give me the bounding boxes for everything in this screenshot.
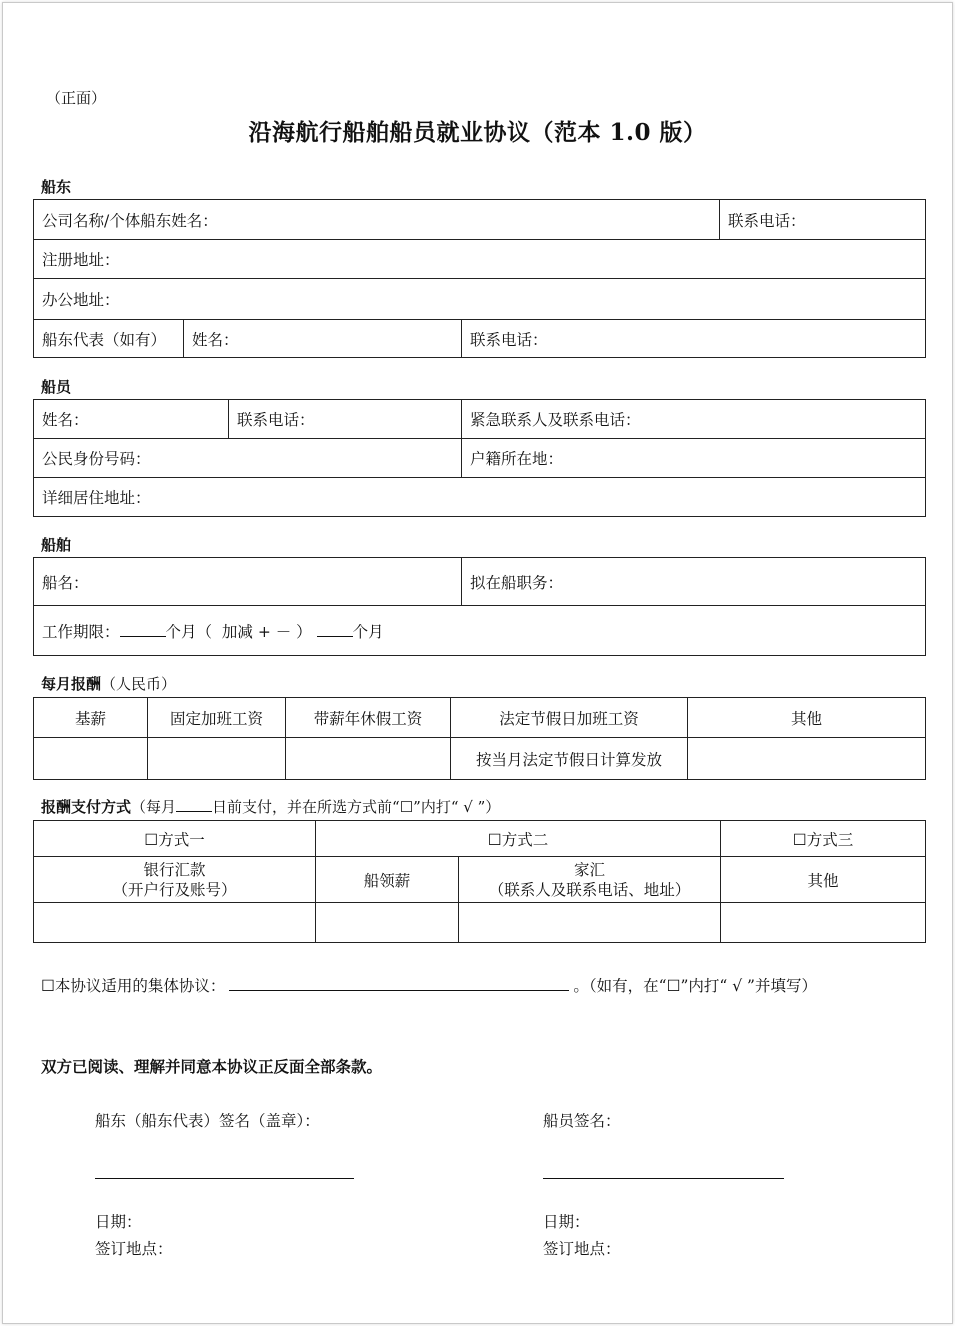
other-method-cell[interactable] xyxy=(721,903,926,943)
bank-transfer-line1: 银行汇款 xyxy=(143,860,206,879)
bank-transfer-cell[interactable] xyxy=(34,903,316,943)
pay-other-cell[interactable] xyxy=(688,738,926,780)
document-title: 沿海航行船舶船员就业协议（范本 1.0 版） xyxy=(248,119,707,146)
seafarer-signature-label: 船员签名： xyxy=(543,1112,621,1130)
rep-name-field[interactable]: 姓名： xyxy=(184,320,462,358)
pay-holiday-note: 按当月法定节假日计算发放 xyxy=(451,738,688,780)
seafarer-date-label: 日期： xyxy=(543,1213,590,1231)
other-method-header: 其他 xyxy=(721,857,926,903)
payment-note-b: 日前支付，并在所选方式前“☐”内打“ √ ”） xyxy=(212,798,501,816)
owner-date-label: 日期： xyxy=(95,1213,142,1231)
term-months-blank[interactable] xyxy=(120,621,166,637)
section-title-shipowner: 船东 xyxy=(41,178,72,196)
vessel-table xyxy=(33,557,926,656)
work-term-label: 工作期限： xyxy=(42,622,120,641)
pay-header-annual-leave: 带薪年休假工资 xyxy=(286,698,451,738)
owner-place-label: 签订地点： xyxy=(95,1240,173,1258)
seafarer-place-label: 签订地点： xyxy=(543,1240,621,1258)
rep-phone-field[interactable]: 联系电话： xyxy=(462,320,926,358)
term-unit-1: 个月（ xyxy=(165,622,213,641)
ship-name-field[interactable]: 船名： xyxy=(34,558,462,606)
pay-base-cell[interactable] xyxy=(34,738,148,780)
collective-agreement-note: 。（如有，在“☐”内打“ √ ”并填写） xyxy=(573,977,817,995)
pay-title: 每月报酬 xyxy=(41,675,102,693)
side-label: （正面） xyxy=(46,89,107,107)
section-title-seafarer: 船员 xyxy=(41,378,72,396)
home-remittance-cell[interactable] xyxy=(459,903,721,943)
collective-agreement-blank[interactable] xyxy=(229,975,569,991)
pay-header-fixed-overtime: 固定加班工资 xyxy=(148,698,286,738)
term-adjust-label: 加减 + － ） xyxy=(221,622,312,641)
method-three-checkbox[interactable]: ☐方式三 xyxy=(721,821,926,857)
seafarer-table xyxy=(33,399,926,517)
shipowner-phone-field[interactable]: 联系电话： xyxy=(720,200,926,240)
owner-signature-line[interactable] xyxy=(95,1178,354,1179)
seafarer-name-field[interactable]: 姓名： xyxy=(34,400,229,439)
section-title-payment xyxy=(41,796,500,817)
pay-annual-leave-cell[interactable] xyxy=(286,738,451,780)
pay-fixed-overtime-cell[interactable] xyxy=(148,738,286,780)
bank-transfer-line2: （开户行及账号） xyxy=(112,880,237,899)
shipowner-table xyxy=(33,199,926,358)
payment-note-a: （每月 xyxy=(131,798,177,816)
payment-table xyxy=(33,820,926,943)
pay-header-holiday-overtime: 法定节假日加班工资 xyxy=(451,698,688,738)
emergency-contact-field[interactable]: 紧急联系人及联系电话： xyxy=(462,400,926,439)
pay-header-other: 其他 xyxy=(688,698,926,738)
section-title-vessel: 船舶 xyxy=(41,536,72,554)
section-title-pay xyxy=(41,673,176,694)
payment-day-blank[interactable] xyxy=(176,796,212,812)
seafarer-signature-line[interactable] xyxy=(543,1178,784,1179)
term-unit-2: 个月 xyxy=(352,622,384,641)
home-remittance-line1: 家汇 xyxy=(573,860,605,879)
household-field[interactable]: 户籍所在地： xyxy=(462,439,926,478)
onboard-pay-cell[interactable] xyxy=(316,903,459,943)
residence-address-field[interactable]: 详细居住地址： xyxy=(34,478,926,517)
owner-signature-label: 船东（船东代表）签名（盖章）： xyxy=(95,1112,320,1130)
pay-header-base: 基薪 xyxy=(34,698,148,738)
home-remittance-line2: （联系人及联系电话、地址） xyxy=(488,880,691,899)
company-name-field[interactable]: 公司名称/个体船东姓名： xyxy=(34,200,720,240)
bank-transfer-header xyxy=(34,857,316,903)
shipowner-rep-label: 船东代表（如有） xyxy=(34,320,184,358)
pay-currency-note: （人民币） xyxy=(101,675,177,693)
seafarer-phone-field[interactable]: 联系电话： xyxy=(229,400,462,439)
term-adjust-blank[interactable] xyxy=(317,621,353,637)
pay-table xyxy=(33,697,926,780)
home-remittance-header xyxy=(459,857,721,903)
onboard-pay-header: 船领薪 xyxy=(316,857,459,903)
position-field[interactable]: 拟在船职务： xyxy=(462,558,926,606)
payment-title: 报酬支付方式 xyxy=(41,798,132,816)
id-number-field[interactable]: 公民身份号码： xyxy=(34,439,462,478)
method-one-checkbox[interactable]: ☐方式一 xyxy=(34,821,316,857)
work-term-row xyxy=(34,606,926,656)
agreement-statement: 双方已阅读、理解并同意本协议正反面全部条款。 xyxy=(41,1057,383,1076)
method-two-checkbox[interactable]: ☐方式二 xyxy=(316,821,721,857)
collective-agreement-row xyxy=(41,974,817,996)
office-address-field[interactable]: 办公地址： xyxy=(34,279,926,320)
registered-address-field[interactable]: 注册地址： xyxy=(34,240,926,279)
collective-agreement-checkbox[interactable]: ☐本协议适用的集体协议： xyxy=(41,977,226,995)
